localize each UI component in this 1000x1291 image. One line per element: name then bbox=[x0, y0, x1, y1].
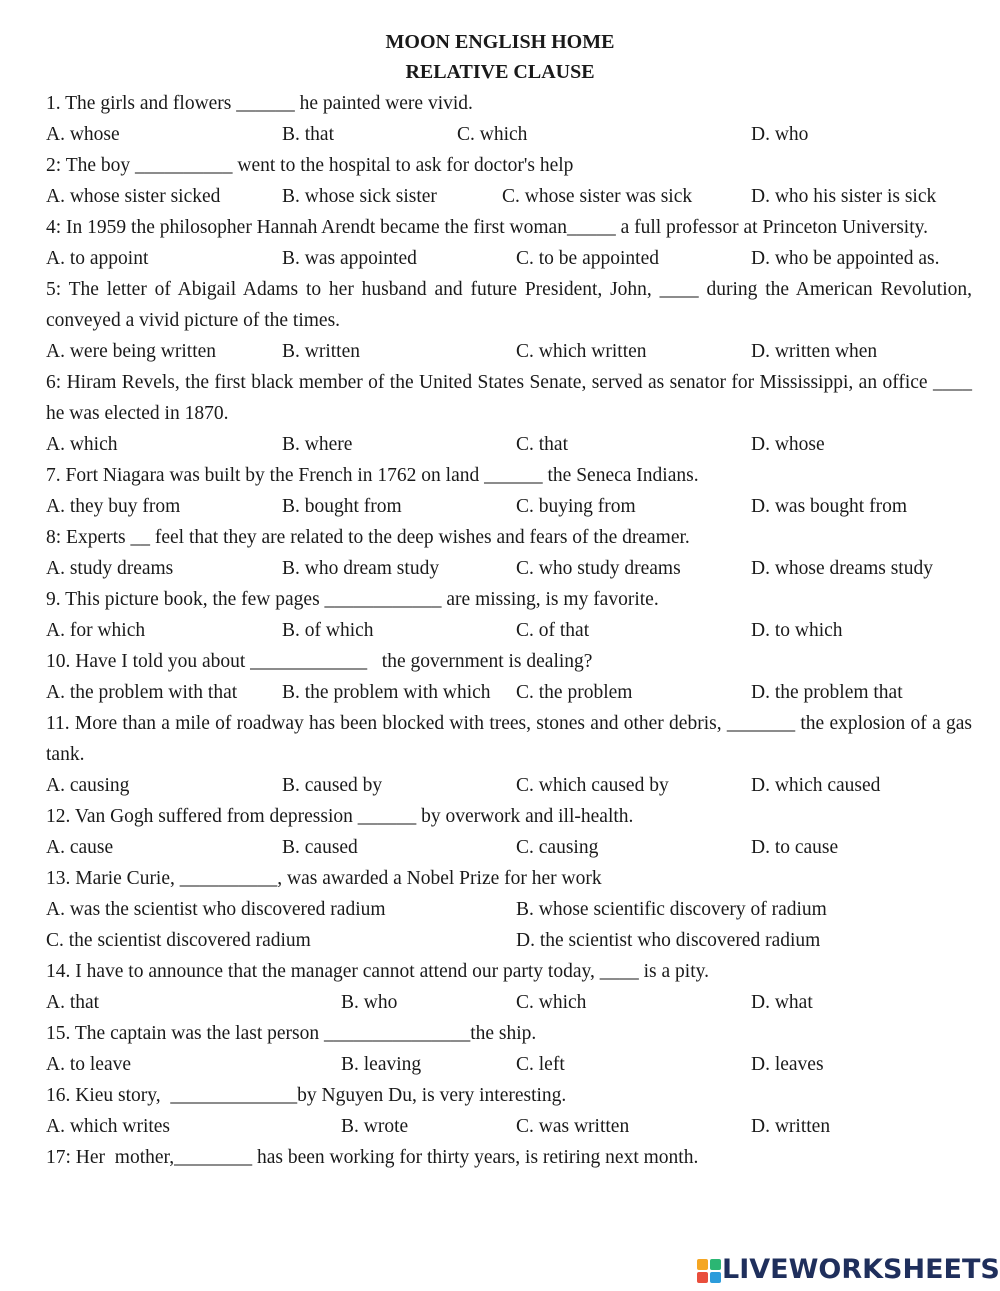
option-c[interactable]: C. of that bbox=[516, 620, 590, 641]
question-stem: 2: The boy __________ went to the hospital to ask for doctor's help bbox=[46, 155, 574, 176]
option-a[interactable]: A. were being written bbox=[46, 341, 217, 362]
question-stem: 4: In 1959 the philosopher Hannah Arendt became the first woman_____ a full professor at Princeton University. bbox=[46, 217, 928, 238]
option-b[interactable]: B. bought from bbox=[282, 496, 402, 517]
option-d[interactable]: D. who his sister is sick bbox=[751, 186, 937, 207]
option-c[interactable]: C. which bbox=[516, 992, 587, 1013]
options-row bbox=[46, 336, 972, 367]
option-c[interactable]: C. the scientist discovered radium bbox=[46, 930, 311, 951]
option-b[interactable]: B. whose scientific discovery of radium bbox=[516, 899, 827, 920]
option-d[interactable]: D. written when bbox=[751, 341, 878, 362]
question-stem: 9. This picture book, the few pages ____________ are missing, is my favorite. bbox=[46, 589, 659, 610]
option-a[interactable]: A. whose sister sicked bbox=[46, 186, 221, 207]
option-d[interactable]: D. whose bbox=[751, 434, 825, 455]
option-d[interactable]: D. who be appointed as. bbox=[751, 248, 940, 269]
option-d[interactable]: D. what bbox=[751, 992, 813, 1013]
option-c[interactable]: C. buying from bbox=[516, 496, 636, 517]
option-c[interactable]: C. left bbox=[516, 1054, 565, 1075]
options-row bbox=[46, 987, 972, 1018]
option-c[interactable]: C. whose sister was sick bbox=[502, 186, 693, 207]
option-b[interactable]: B. written bbox=[282, 341, 360, 362]
option-d[interactable]: D. the scientist who discovered radium bbox=[516, 930, 821, 951]
options-row bbox=[46, 1049, 972, 1080]
option-c[interactable]: C. to be appointed bbox=[516, 248, 659, 269]
option-c[interactable]: C. causing bbox=[516, 837, 599, 858]
question-stem: 6: Hiram Revels, the first black member of the United States Senate, served as senator for Mississippi, an office ____ he was elected in 1870. bbox=[46, 372, 972, 424]
question-stem: 11. More than a mile of roadway has been blocked with trees, stones and other debris, _______ the explosion of a gas tank. bbox=[46, 713, 972, 765]
school-title: MOON ENGLISH HOME bbox=[385, 31, 615, 53]
options-row bbox=[46, 553, 972, 584]
question-stem: 15. The captain was the last person _______________the ship. bbox=[46, 1023, 537, 1044]
option-d[interactable]: D. to which bbox=[751, 620, 843, 641]
option-b[interactable]: B. caused by bbox=[282, 775, 383, 796]
option-b[interactable]: B. wrote bbox=[341, 1116, 409, 1137]
option-b[interactable]: B. who dream study bbox=[282, 558, 440, 579]
options-row bbox=[46, 1111, 972, 1142]
option-d[interactable]: D. was bought from bbox=[751, 496, 907, 517]
option-a[interactable]: A. that bbox=[46, 992, 100, 1013]
option-a[interactable]: A. they buy from bbox=[46, 496, 181, 517]
options-row bbox=[46, 770, 972, 801]
options-row bbox=[46, 615, 972, 646]
options-row bbox=[46, 491, 972, 522]
question-stem: 17: Her mother,________ has been working for thirty years, is retiring next month. bbox=[46, 1147, 699, 1168]
option-b[interactable]: B. leaving bbox=[341, 1054, 422, 1075]
option-c[interactable]: C. which caused by bbox=[516, 775, 669, 796]
question-stem: 8: Experts __ feel that they are related to the deep wishes and fears of the dreamer. bbox=[46, 527, 690, 548]
option-a[interactable]: A. for which bbox=[46, 620, 146, 641]
option-c[interactable]: C. which written bbox=[516, 341, 647, 362]
option-b[interactable]: B. of which bbox=[282, 620, 374, 641]
options-row bbox=[46, 181, 972, 212]
option-b[interactable]: B. where bbox=[282, 434, 353, 455]
option-d[interactable]: D. which caused bbox=[751, 775, 881, 796]
option-d[interactable]: D. leaves bbox=[751, 1054, 824, 1075]
option-b[interactable]: B. who bbox=[341, 992, 398, 1013]
question-stem: 10. Have I told you about ____________ the government is dealing? bbox=[46, 651, 593, 672]
option-a[interactable]: A. causing bbox=[46, 775, 130, 796]
option-c[interactable]: C. the problem bbox=[516, 682, 633, 703]
option-a[interactable]: A. study dreams bbox=[46, 558, 174, 579]
option-b[interactable]: B. caused bbox=[282, 837, 358, 858]
liveworksheets-brand-text: LIVEWORKSHEETS bbox=[722, 1254, 1000, 1285]
question-stem: 14. I have to announce that the manager cannot attend our party today, ____ is a pity. bbox=[46, 961, 709, 982]
options-row bbox=[46, 894, 972, 925]
option-d[interactable]: D. to cause bbox=[751, 837, 839, 858]
worksheet-topic: RELATIVE CLAUSE bbox=[405, 61, 595, 83]
question-stem: 12. Van Gogh suffered from depression ______ by overwork and ill-health. bbox=[46, 806, 634, 827]
question-stem: 5: The letter of Abigail Adams to her husband and future President, John, ____ during the American Revolution, conveyed a vivid picture of the times. bbox=[46, 279, 972, 331]
liveworksheets-logo-icon bbox=[697, 1259, 721, 1283]
question-stem: 16. Kieu story, _____________by Nguyen Du, is very interesting. bbox=[46, 1085, 567, 1106]
option-a[interactable]: A. which bbox=[46, 434, 118, 455]
option-a[interactable]: A. cause bbox=[46, 837, 114, 858]
option-c[interactable]: C. that bbox=[516, 434, 568, 455]
question-stem: 1. The girls and flowers ______ he painted were vivid. bbox=[46, 93, 473, 114]
option-c[interactable]: C. was written bbox=[516, 1116, 630, 1137]
options-row bbox=[46, 832, 972, 863]
option-b[interactable]: B. that bbox=[282, 124, 334, 145]
option-c[interactable]: C. which bbox=[457, 124, 528, 145]
option-c[interactable]: C. who study dreams bbox=[516, 558, 681, 579]
question-list bbox=[46, 88, 972, 1173]
question-stem: 7. Fort Niagara was built by the French in 1762 on land ______ the Seneca Indians. bbox=[46, 465, 699, 486]
options-row bbox=[46, 925, 972, 956]
option-a[interactable]: A. whose bbox=[46, 124, 120, 145]
option-d[interactable]: D. written bbox=[751, 1116, 831, 1137]
options-row bbox=[46, 243, 972, 274]
option-a[interactable]: A. to leave bbox=[46, 1054, 132, 1075]
options-row bbox=[46, 677, 972, 708]
option-d[interactable]: D. the problem that bbox=[751, 682, 903, 703]
option-a[interactable]: A. which writes bbox=[46, 1116, 171, 1137]
option-d[interactable]: D. who bbox=[751, 124, 809, 145]
option-a[interactable]: A. to appoint bbox=[46, 248, 149, 269]
option-b[interactable]: B. the problem with which bbox=[282, 682, 491, 703]
option-a[interactable]: A. the problem with that bbox=[46, 682, 238, 703]
options-row bbox=[46, 119, 972, 150]
option-b[interactable]: B. was appointed bbox=[282, 248, 417, 269]
option-a[interactable]: A. was the scientist who discovered radium bbox=[46, 899, 386, 920]
option-b[interactable]: B. whose sick sister bbox=[282, 186, 437, 207]
option-d[interactable]: D. whose dreams study bbox=[751, 558, 933, 579]
question-stem: 13. Marie Curie, __________, was awarded a Nobel Prize for her work bbox=[46, 868, 602, 889]
options-row bbox=[46, 429, 972, 460]
